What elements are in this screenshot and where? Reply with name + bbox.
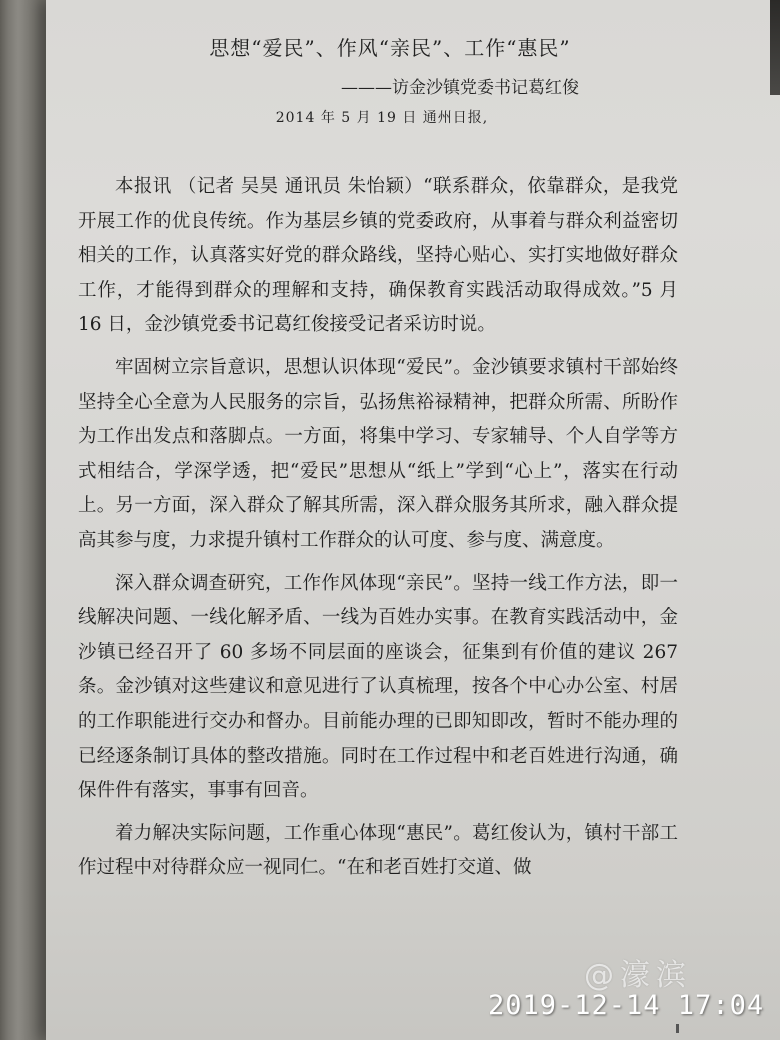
paper-speck xyxy=(676,1024,679,1033)
paragraph-4: 着力解决实际问题，工作重心体现“惠民”。葛红俊认为，镇村干部工作过程中对待群众应一视同仁。“在和老百姓打交道、做 xyxy=(78,822,678,879)
paragraph-1: 本报讯 （记者 吴昊 通讯员 朱怡颖）“联系群众，依靠群众，是我党开展工作的优良传统。作为基层乡镇的党委政府，从事着与群众利益密切相关的工作，认真落实好党的群众路线，坚持心贴心、实打实地做好群众工作，才能得到群众的理解和支持，确保教育实践活动取得成效。”5 月 16 日，金沙镇党委书记葛红俊接受记者采访时说。 xyxy=(78,176,678,336)
paragraph-3: 深入群众调查研究，工作作风体现“亲民”。坚持一线工作方法，即一线解决问题、一线化解矛盾、一线为百姓办实事。在教育实践活动中，金沙镇已经召开了 60 多场不同层面的座谈会，征集到有价值的建议 267 条。金沙镇对这些建议和意见进行了认真梳理，按各个中心办公室、村居的工作职能进行交办和督办。目前能办理的已即知即改，暂时不能办理的已经逐条制订具体的整改措施。同时在工作过程中和老百姓进行沟通，确保件件有落实，事事有回音。 xyxy=(78,572,678,802)
article-title: 思想“爱民”、作风“亲民”、工作“惠民” xyxy=(209,36,571,60)
article-dateline: 2014 年 5 月 19 日 通州日报, xyxy=(275,110,489,126)
photo-timestamp: 2019-12-14 17:04 xyxy=(488,990,765,1021)
watermark-text: @濠滨 xyxy=(584,958,692,993)
paragraph-2: 牢固树立宗旨意识，思想认识体现“爱民”。金沙镇要求镇村干部始终坚持全心全意为人民服务的宗旨，弘扬焦裕禄精神，把群众所需、所盼作为工作出发点和落脚点。一方面，将集中学习、专家辅导、个人自学等方式相结合，学深学透，把“爱民”思想从“纸上”学到“心上”，落实在行动上。另一方面，深入群众了解其所需，深入群众服务其所求，融入群众提高其参与度，力求提升镇村工作群众的认可度、参与度、满意度。 xyxy=(78,356,678,551)
article-subtitle: ———访金沙镇党委书记葛红俊 xyxy=(341,78,579,98)
article-body xyxy=(78,170,678,894)
